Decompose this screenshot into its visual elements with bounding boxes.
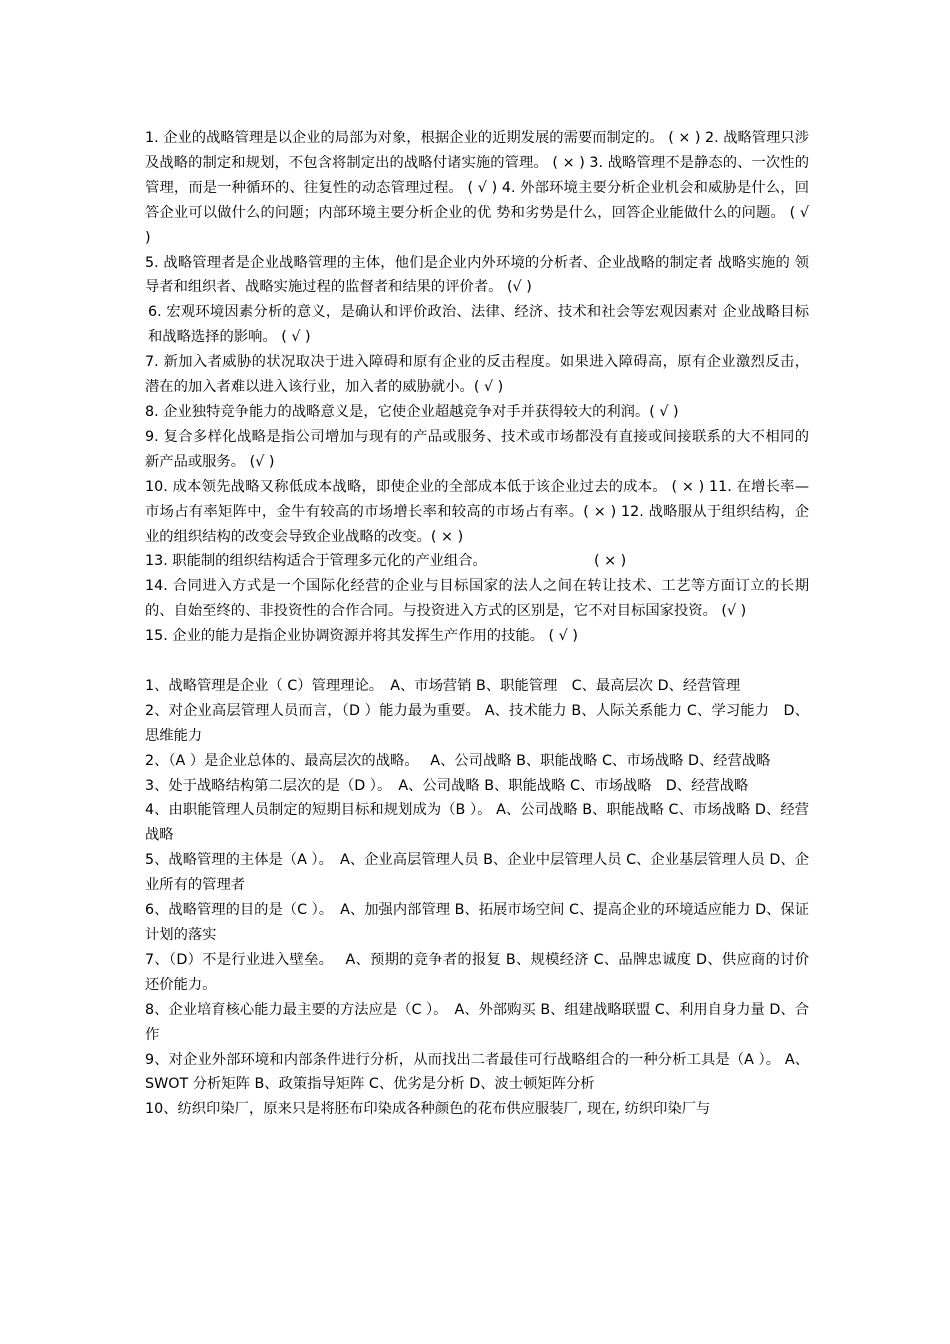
tf-paragraph-6: 6. 宏观环境因素分析的意义，是确认和评价政治、法律、经济、技术和社会等宏观因素对 企业战略目标 和战略选择的影响。 ( √ ) bbox=[148, 304, 809, 346]
mc-question-6: 6、战略管理的目的是（C ）。 A、加强内部管理 B、拓展市场空间 C、提高企业的环境适应能力 D、保证计划的落实 bbox=[145, 902, 810, 943]
tf-paragraph-14: 14. 合同进入方式是一个国际化经营的企业与目标国家的法人之间在转让技术、工艺等方面订立的长期 的、自始至终的、非投资性的合作合同。与投资进入方式的区别是，它不对目标国家投资。 (√ ) bbox=[145, 578, 809, 620]
mc-question-10: 10、纺织印染厂，原来只是将胚布印染成各种颜色的花布供应服装厂, 现在, 纺织印染厂与 bbox=[145, 1101, 711, 1118]
tf-paragraph-13: 13. 职能制的组织结构适合于管理多元化的产业组合。 ( × ) bbox=[145, 553, 627, 570]
mc-question-8: 8、企业培育核心能力最主要的方法应是（C ）。 A、外部购买 B、组建战略联盟 C、利用自身力量 D、合作 bbox=[145, 1001, 810, 1043]
tf-paragraph-5: 5. 战略管理者是企业战略管理的主体，他们是企业内外环境的分析者、企业战略的制定者 战略实施的 领导者和组织者、战略实施过程的监督者和结果的评价者。 (√ ) bbox=[145, 254, 809, 296]
tf-paragraph-10-12: 10. 成本领先战略又称低成本战略，即使企业的全部成本低于该企业过去的成本。 ( × ) 11. 在增长率—市场占有率矩阵中，金牛有较高的市场增长率和较高的市场占有率。( × ) 12. 战略服从于组织结构，企业的组织结构的改变会导致企业战略的改变。( × ) bbox=[145, 478, 809, 545]
mc-question-1: 1、战略管理是企业（ C）管理理论。 A、市场营销 B、职能管理 C、最高层次 D、经营管理 bbox=[145, 677, 741, 694]
mc-question-2b: 2、（A ）是企业总体的、最高层次的战略。 A、公司战略 B、职能战略 C、市场战略 D、经营战略 bbox=[145, 752, 771, 769]
mc-question-9: 9、对企业外部环境和内部条件进行分析，从而找出二者最佳可行战略组合的一种分析工具是（A ）。 A、SWOT 分析矩阵 B、政策指导矩阵 C、优劣是分析 D、波士顿矩阵分析 bbox=[145, 1051, 809, 1093]
mc-question-7: 7、（D）不是行业进入壁垒。 A、预期的竞争者的报复 B、规模经济 C、品牌忠诚度 D、供应商的讨价还价能力。 bbox=[145, 951, 809, 993]
section-gap bbox=[145, 649, 809, 674]
tf-paragraph-1-4: 1. 企业的战略管理是以企业的局部为对象，根据企业的近期发展的需要而制定的。 ( × ) 2. 战略管理只涉及战略的制定和规划，不包含将制定出的战略付诸实施的管理。 ( × ) 3. 战略管理不是静态的、一次性的管理，而是一种循环的、往复性的动态管理过程。 ( √ ) 4. 外部环境主要分析企业机会和威胁是什么，回答企业可以做什么的问题；内部环境主要分析企业的优 势和劣势是什么，回答企业能做什么的问题。 ( √ ) bbox=[145, 130, 809, 246]
mc-question-2a: 2、对企业高层管理人员而言，（D ）能力最为重要。 A、技术能力 B、人际关系能力 C、学习能力 D、思维能力 bbox=[145, 702, 809, 744]
document-page bbox=[145, 126, 809, 1122]
tf-paragraph-8: 8. 企业独特竞争能力的战略意义是，它使企业超越竞争对手并获得较大的利润。( √ ) bbox=[145, 403, 679, 420]
mc-question-5: 5、战略管理的主体是（A ）。 A、企业高层管理人员 B、企业中层管理人员 C、企业基层管理人员 D、企业所有的管理者 bbox=[145, 852, 809, 894]
mc-question-3: 3、处于战略结构第二层次的是（D ）。 A、公司战略 B、职能战略 C、市场战略 D、经营战略 bbox=[145, 777, 749, 794]
tf-paragraph-15: 15. 企业的能力是指企业协调资源并将其发挥生产作用的技能。 ( √ ) bbox=[145, 628, 578, 645]
true-false-section bbox=[145, 126, 809, 649]
tf-paragraph-7: 7. 新加入者威胁的状况取决于进入障碍和原有企业的反击程度。如果进入障碍高，原有企业激烈反击， 潜在的加入者难以进入该行业，加入者的威胁就小。( √ ) bbox=[145, 354, 809, 396]
mc-question-4: 4、由职能管理人员制定的短期目标和规划成为（B ）。 A、公司战略 B、职能战略 C、市场战略 D、经营战略 bbox=[145, 802, 809, 844]
tf-paragraph-9: 9. 复合多样化战略是指公司增加与现有的产品或服务、技术或市场都没有直接或间接联系的大不相同的 新产品或服务。 (√ ) bbox=[145, 428, 809, 470]
multiple-choice-section bbox=[145, 674, 809, 1122]
